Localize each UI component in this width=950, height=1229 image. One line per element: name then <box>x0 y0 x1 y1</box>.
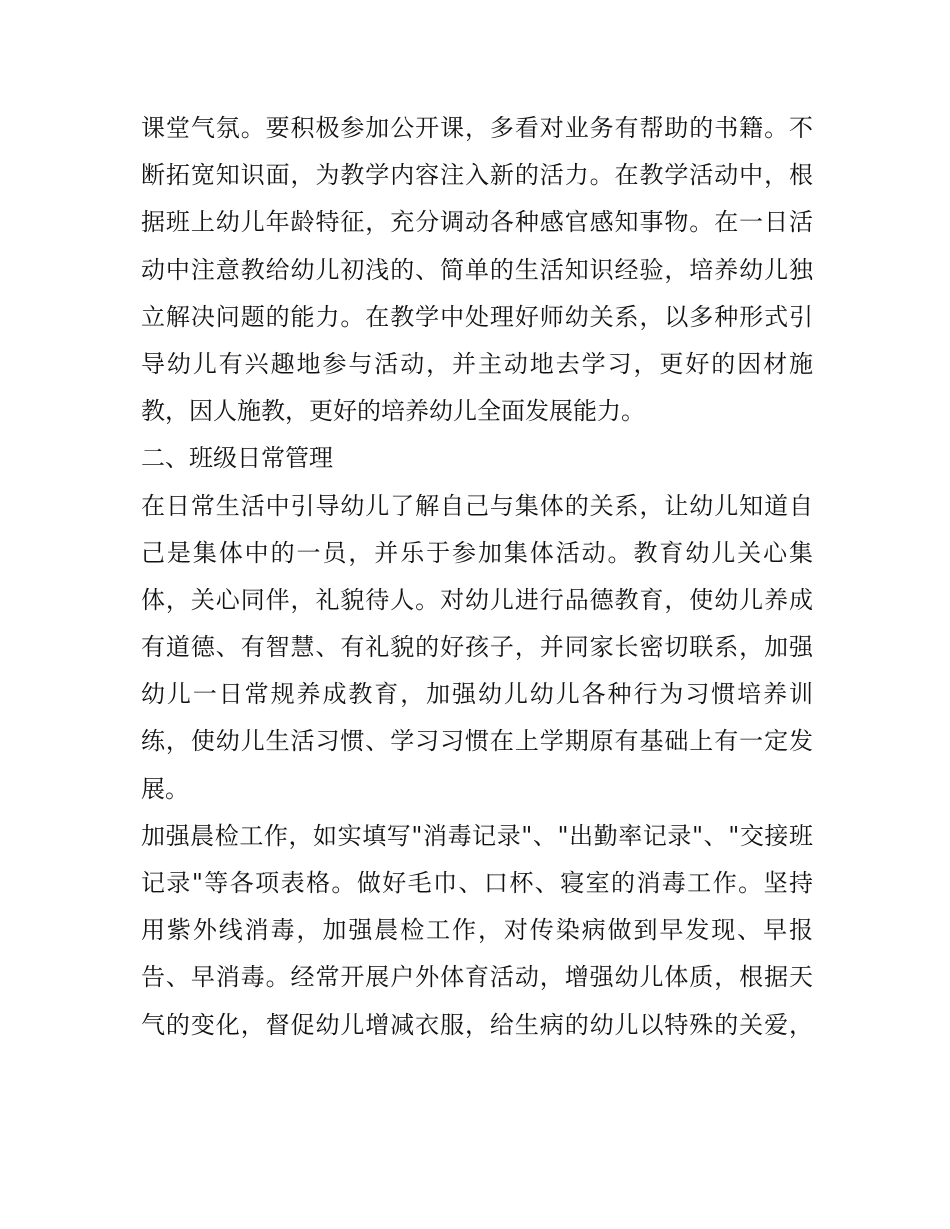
text-line: 展。 <box>141 774 189 803</box>
text-line: 体，关心同伴，礼貌待人。对幼儿进行品德教育，使幼儿养成 <box>141 585 813 614</box>
text-line: 断拓宽知识面，为教学内容注入新的活力。在教学活动中，根 <box>141 161 813 190</box>
text-line: 幼儿一日常规养成教育，加强幼儿幼儿各种行为习惯培养训 <box>141 680 813 709</box>
text-line: 立解决问题的能力。在教学中处理好师幼关系，以多种形式引 <box>141 302 813 331</box>
text-line: 在日常生活中引导幼儿了解自己与集体的关系，让幼儿知道自 <box>141 491 813 520</box>
text-line: 课堂气氛。要积极参加公开课，多看对业务有帮助的书籍。不 <box>141 114 813 142</box>
document-body <box>141 105 813 1049</box>
text-line: 动中注意教给幼儿初浅的、简单的生活知识经验，培养幼儿独 <box>141 255 813 284</box>
text-line: 二、班级日常管理 <box>141 444 333 473</box>
text-line: 有道德、有智慧、有礼貌的好孩子，并同家长密切联系，加强 <box>141 633 813 662</box>
text-line: 记录"等各项表格。做好毛巾、口杯、寝室的消毒工作。坚持 <box>141 869 813 897</box>
text-line: 用紫外线消毒，加强晨检工作，对传染病做到早发现、早报 <box>141 916 813 945</box>
text-line: 教，因人施教，更好的培养幼儿全面发展能力。 <box>141 397 645 426</box>
text-line: 导幼儿有兴趣地参与活动，并主动地去学习，更好的因材施 <box>141 349 813 378</box>
text-line: 告、早消毒。经常开展户外体育活动，增强幼儿体质，根据天 <box>141 963 813 992</box>
text-line: 加强晨检工作，如实填写"消毒记录"、"出勤率记录"、"交接班 <box>141 821 813 850</box>
text-line: 气的变化，督促幼儿增减衣服，给生病的幼儿以特殊的关爱， <box>141 1010 813 1039</box>
text-line: 己是集体中的一员，并乐于参加集体活动。教育幼儿关心集 <box>141 538 813 567</box>
text-line: 练，使幼儿生活习惯、学习习惯在上学期原有基础上有一定发 <box>141 727 813 756</box>
text-line: 据班上幼儿年龄特征，充分调动各种感官感知事物。在一日活 <box>141 208 813 237</box>
